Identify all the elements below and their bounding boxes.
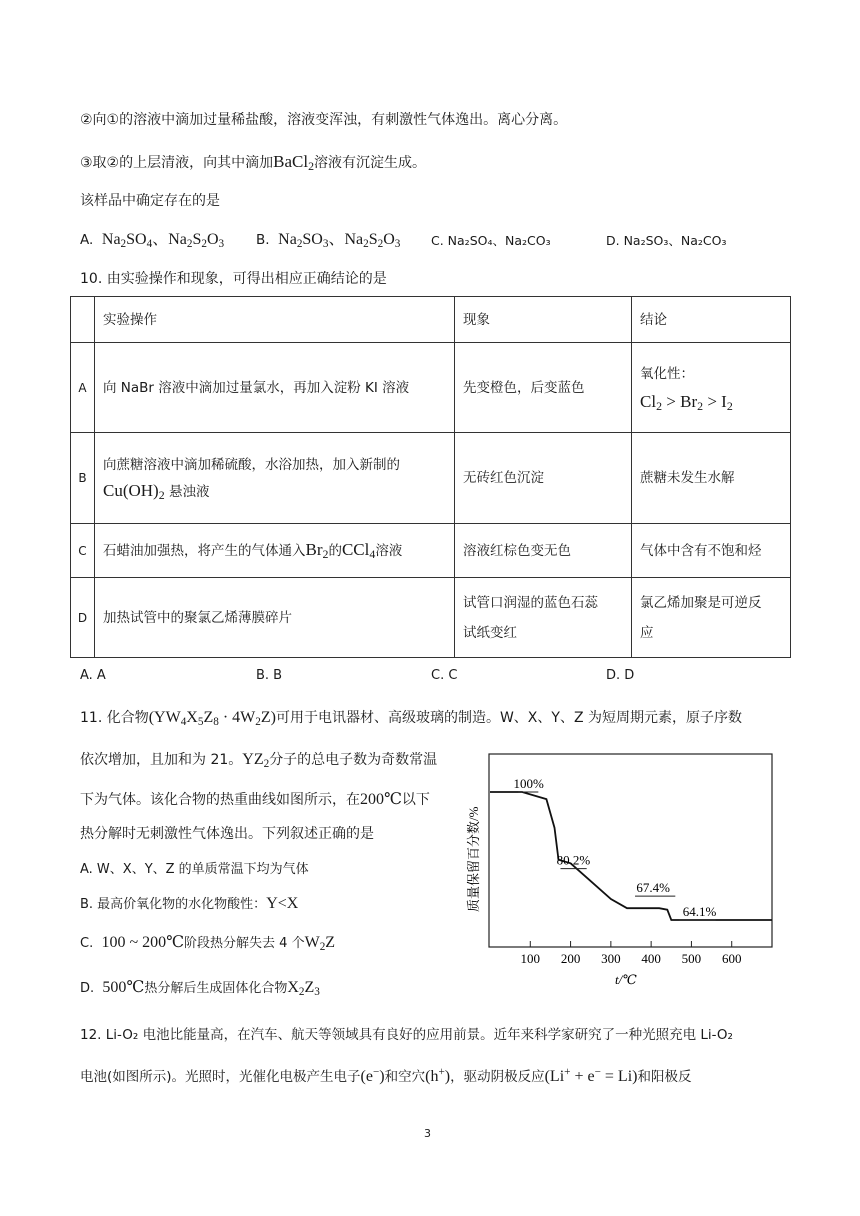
x-axis-label: t/℃: [615, 972, 637, 987]
x-tick-label: 100: [520, 951, 541, 966]
q10-answer-b: B. B: [256, 668, 283, 683]
row-operation: 向蔗糖溶液中滴加稀硫酸，水浴加热，加入新制的 $Cu(OH)_2$ 悬浊液: [95, 433, 455, 524]
x-tick-label: 500: [681, 951, 702, 966]
q11-choice-a: A. W、X、Y、Z 的单质常温下均为气体: [80, 862, 309, 877]
table-header-row: [71, 297, 791, 343]
table-row: [71, 578, 791, 658]
row-phenomenon: 溶液红棕色变无色: [455, 524, 632, 578]
y-axis-label: 质量保留百分数/%: [466, 806, 481, 912]
q9-step2: ②向①的溶液中滴加过量稀盐酸，溶液变浑浊，有刺激性气体逸出。离心分离。: [80, 112, 568, 128]
annotation-label: 80.2%: [556, 852, 591, 868]
row-conclusion: 气体中含有不饱和烃: [632, 524, 791, 578]
q11-choice-d: D. 500℃热分解后生成固体化合物$X_2Z_3$: [80, 979, 320, 998]
thermogravimetric-chart: [464, 752, 784, 992]
header-phenomenon: 现象: [455, 297, 632, 343]
header-conclusion: 结论: [632, 297, 791, 343]
page-number: 3: [424, 1127, 431, 1140]
q11-line2: 依次增加，且加和为 21。$YZ_2$分子的总电子数为奇数常温: [80, 751, 438, 770]
annotation-label: 100%: [513, 776, 544, 791]
header-operation: 实验操作: [95, 297, 455, 343]
row-operation: 加热试管中的聚氯乙烯薄膜碎片: [95, 578, 455, 658]
x-tick-label: 600: [721, 951, 742, 966]
q11-stem: 11. 化合物$(YW_4X_5Z_8 \cdot 4W_2Z)$可用于电讯器材、高级玻璃的制造。W、X、Y、Z 为短周期元素，原子序数: [80, 709, 742, 728]
row-conclusion: 氧化性： $Cl_2 > Br_2 > I_2$: [632, 343, 791, 433]
q9-step3: ③取②的上层清液，向其中滴加BaCl$_2$溶液有沉淀生成。: [80, 152, 427, 173]
row-conclusion: 氯乙烯加聚是可逆反 应: [632, 578, 791, 658]
q9-choice-a: A. $Na_2SO_4$、$Na_2S_2O_3$: [80, 231, 225, 250]
row-conclusion: 蔗糖未发生水解: [632, 433, 791, 524]
q12-line2: 电池(如图所示)。光照时，光催化电极产生电子(e−)和空穴(h+)，驱动阴极反应(Li+ + e− = Li)和阳极反: [80, 1066, 692, 1085]
q9-choice-b: B. $Na_2SO_3$、$Na_2S_2O_3$: [256, 231, 401, 250]
row-phenomenon: 试管口润湿的蓝色石蕊 试纸变红: [455, 578, 632, 658]
row-operation: 石蜡油加强热，将产生的气体通入$Br_2$的CCl$_4$溶液: [95, 524, 455, 578]
x-tick-label: 400: [641, 951, 661, 966]
annotation-label: 67.4%: [636, 880, 670, 896]
row-phenomenon: 无砖红色沉淀: [455, 433, 632, 524]
q9-choice-d: D. Na₂SO₃、Na₂CO₃: [606, 233, 727, 248]
x-axis-ticks: [521, 941, 742, 966]
q11-choice-c: C. 100 ~ 200℃阶段热分解失去 4 个$W_2Z$: [80, 934, 336, 953]
q11-line3: 下为气体。该化合物的热重曲线如图所示，在200℃以下: [80, 791, 430, 808]
q9-question: 该样品中确定存在的是: [80, 193, 220, 209]
row-operation: 向 NaBr 溶液中滴加过量氯水，再加入淀粉 KI 溶液: [95, 343, 455, 433]
q10-stem: 10. 由实验操作和现象，可得出相应正确结论的是: [80, 271, 387, 287]
row-label: D: [71, 578, 95, 658]
q10-answer-d: D. D: [606, 668, 635, 683]
annotation-label: 64.1%: [682, 904, 717, 919]
q10-table: [70, 296, 791, 658]
q10-answer-a: A. A: [80, 668, 106, 683]
row-label: B: [71, 433, 95, 524]
q12-line1: 12. Li-O₂ 电池比能量高，在汽车、航天等领域具有良好的应用前景。近年来科学家研究了一种光照充电 Li-O₂: [80, 1027, 733, 1043]
q10-answer-c: C. C: [431, 668, 458, 683]
x-tick-label: 200: [560, 951, 581, 966]
table-row: [71, 433, 791, 524]
row-label: A: [71, 343, 95, 433]
q11-choice-b: B. 最高价氧化物的水化物酸性：Y<X: [80, 895, 299, 912]
q9-choice-c: C. Na₂SO₄、Na₂CO₃: [431, 233, 551, 248]
tga-curve: [490, 792, 772, 920]
table-row: [71, 524, 791, 578]
q11-line4: 热分解时无刺激性气体逸出。下列叙述正确的是: [80, 826, 374, 842]
row-label: C: [71, 524, 95, 578]
x-tick-label: 300: [601, 951, 621, 966]
row-phenomenon: 先变橙色，后变蓝色: [455, 343, 632, 433]
table-row: [71, 343, 791, 433]
